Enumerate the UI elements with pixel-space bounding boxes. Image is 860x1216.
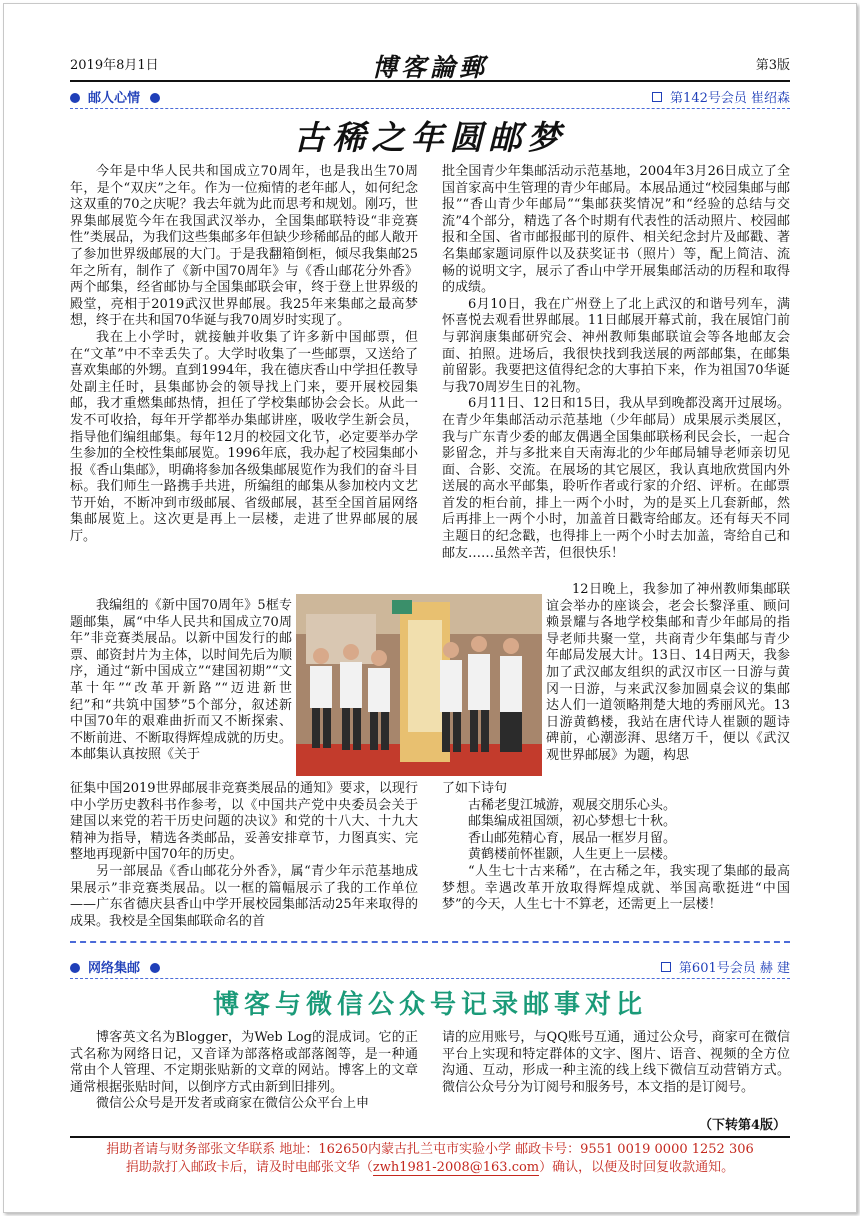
masthead: 博客論郵	[371, 53, 488, 82]
paragraph: 博客英文名为Blogger，为Web Log的混成词。它的正式名称为网络日记，又音译为部落格或部落阁等，是一种通常由个人管理、不定期张贴新的文章的网站。博客上的文章通常根据张贴时间，以倒序方式由新到旧排列。	[70, 1030, 418, 1095]
paragraph: 批全国青少年集邮活动示范基地，2004年3月26日成立了全国首家高中生管理的青少年邮局。本展品通过“校园集邮与邮报”“香山青少年邮局”“集邮获奖情况”和“经验的总结与交流”4个部分，精选了各个时期有代表性的活动照片、校园邮报和全国、省市邮报邮刊的原件、相关纪念封片及邮戳、著名集邮家题词原件以及获奖证书（照片）等，配上简洁、流畅的说明文字，展示了香山中学开展集邮活动的历程和取得的成绩。	[442, 164, 790, 296]
square-box-icon	[652, 92, 662, 102]
article1-right-column	[442, 164, 790, 562]
donation-footer	[70, 1136, 790, 1187]
paragraph: 请的应用账号，与QQ账号互通，通过公众号，商家可在微信平台上实现和特定群体的文字、图片、语音、视频的全方位沟通、互动，形成一种主流的线上线下微信互动营销方式。微信公众号分为订阅号和服务号，本文指的是订阅号。	[442, 1030, 790, 1095]
article1-left-column	[70, 164, 418, 546]
paragraph: 另一部展品《香山邮花分外香》，属“青少年示范基地成果展示”非竞赛类展品。以一框的篇幅展示了我的工作单位——广东省德庆县香山中学开展校园集邮活动25年来取得的成果。我校是全国集邮联命名的首	[70, 863, 418, 929]
footer-line-2-suffix: ）确认，以便及时回复收款通知。	[539, 1160, 735, 1175]
exhibition-photo	[296, 594, 542, 776]
square-box-icon	[661, 962, 671, 972]
article1-narrow-right	[546, 582, 790, 765]
bullet-dot-icon	[150, 93, 160, 103]
section-category-2	[70, 957, 160, 976]
bullet-dot-icon	[70, 93, 80, 103]
section-divider	[70, 941, 790, 943]
paragraph: 微信公众号是开发者或商家在微信公众平台上申	[96, 1096, 370, 1112]
author-label: 第142号会员 崔绍森	[670, 91, 790, 106]
article-title-2: 博客与微信公众号记录邮事对比	[212, 990, 647, 1020]
article1-left-continue	[70, 781, 418, 930]
section-category-1	[70, 87, 160, 106]
article2-right-column	[442, 1030, 790, 1096]
footer-line-2-prefix: 捐助款打入邮政卡后，请及时电邮张文华（	[125, 1160, 373, 1175]
page-header	[70, 50, 790, 82]
article1-narrow-left	[70, 598, 292, 764]
paragraph: 我在上小学时，就接触并收集了许多新中国邮票，但在“文革”中不幸丢失了。大学时收集了一些邮票，又送给了喜欢集邮的外甥。直到1994年，我在德庆香山中学担任教导处副主任时，县集邮协会的领导找上门来，要开展校园集邮，我才重燃集邮热情，担任了学校集邮协会会长。从此一发不可收拾，每年开学都举办集邮讲座，吸收学生新会员，指导他们编组邮集。每年12月的校园文化节，必定要举办学生参加的全校性集邮展览。1996年底，我办起了校园集邮小报《香山集邮》，明确将参加各级集邮展览作为我们的奋斗目标。我们师生一路携手共进，所编组的邮集从参加校内文艺节开始，不断冲到市级邮展、省级邮展，甚至全国首届网络集邮展览上。这次更是再上一层楼，走进了世界邮展的展厅。	[70, 329, 418, 545]
paragraph: 征集中国2019世界邮展非竞赛类展品的通知》要求，以现行中小学历史教科书作参考，以《中国共产党中央委员会关于建国以来党的若干历史问题的决议》和党的十八大、十九大精神为指导，精选各类邮品，妥善安排章节，力图真实、完整地再现新中国70年的历史。	[70, 781, 418, 863]
author-credit-2	[661, 957, 790, 976]
category-label: 网络集邮	[88, 961, 141, 976]
paragraph: “人生七十古来稀”，在古稀之年，我实现了集邮的最高梦想。幸遇改革开放取得辉煌成就、举国高歌挺进“中国梦”的今天，人生七十不算老，还需更上一层楼！	[442, 863, 790, 913]
article2-left-column	[70, 1030, 418, 1113]
paragraph: 我编组的《新中国70周年》5框专题邮集，属“中华人民共和国成立70周年”非竞赛类展品。以新中国发行的邮票、邮资封片为主体，以时间先后为顺序，通过“新中国成立”“建国初期”“文革十年”“改革开新路”“迈进新世纪”和“共筑中国梦”5个部分，叙述新中国70年的艰难曲折而又不断探索、不断前进、不断取得辉煌成就的历史。本邮集认真按照《关于	[70, 598, 292, 763]
issue-date: 2019年8月1日	[70, 58, 159, 73]
paragraph: 今年是中华人民共和国成立70周年，也是我出生70周年，是个“双庆”之年。作为一位痴情的老年邮人，如何纪念这双重的70之庆呢？我去年就为此而思考和规划。刚巧，世界集邮展览今年在我国武汉举办，全国集邮联特设“非竞赛性”类展品，为我们这些集邮多年但缺少珍稀邮品的邮人敞开了参加世界级邮展的大门。于是我翻箱倒柜，倾尽我集邮25年之所有，制作了《新中国70周年》与《香山邮花分外香》两个邮集，经省邮协与全国集邮联会审，终于登上世界级的殿堂，亮相于2019武汉世界邮展。我25年来集邮之最高梦想，终于在共和国70华诞与我70周岁时实现了。	[70, 164, 418, 329]
category-label: 邮人心情	[88, 91, 141, 106]
paragraph: 了如下诗句	[442, 781, 508, 796]
paragraph: 6月10日，我在广州登上了北上武汉的和谐号列车，满怀喜悦去观看世界邮展。11日邮展开幕式前，我在展馆门前与郭润康集邮研究会、神州教师集邮联谊会等各地邮友会面、拍照。进场后，我很快找到我送展的两部邮集，在邮集前留影。我要把这值得纪念的大事拍下来，作为祖国70华诞与我70周岁生日的礼物。	[442, 296, 790, 395]
footer-line-1: 捐助者请与财务部张文华联系 地址：162650内蒙古扎兰屯市实验小学 邮政卡号：9551 0019 0000 1252 306	[106, 1142, 754, 1157]
edition-number: 第3版	[755, 58, 790, 73]
article-title-1: 古稀之年圆邮梦	[293, 118, 567, 157]
footer-email-link[interactable]: zwh1981-2008@163.com	[372, 1160, 540, 1175]
footer-line-2	[70, 1159, 790, 1177]
poem-line: 香山邮苑精心育，展品一框岁月留。	[468, 830, 677, 846]
author-credit-1	[652, 87, 790, 106]
photo-illustration	[296, 594, 542, 776]
section-bar-2	[70, 956, 790, 979]
bullet-dot-icon	[70, 963, 80, 973]
poem-line: 邮集编成祖国颂，初心梦想七十秋。	[468, 814, 677, 830]
section-bar-1	[70, 86, 790, 109]
paragraph: 6月11日、12日和15日，我从早到晚都没离开过展场。在青少年集邮活动示范基地（少年邮局）成果展示类展区，我与广东青少委的邮友偶遇全国集邮联杨利民会长，一起合影留念，并与多批来自天南海北的少年邮局辅导老师亲切见面、合影、交流。在展场的其它展区，我认真地欣赏国内外送展的高水平邮集，聆听作者或行家的介绍、评析。在邮票首发的柜台前，排上一两个小时，为的是买上几套新邮，然后再排上一两个小时，加盖首日戳寄给邮友。还有每天不同主题日的纪念戳，也得排上一两个小时去加盖，寄给自己和邮友……虽然辛苦，但很快乐！	[442, 396, 790, 561]
poem-line: 黄鹤楼前怀崔颢，人生更上一层楼。	[468, 847, 677, 863]
continued-note: （下转第4版）	[698, 1118, 786, 1133]
poem	[442, 798, 790, 864]
bullet-dot-icon	[150, 963, 160, 973]
article1-right-continue	[442, 781, 790, 914]
author-label: 第601号会员 赫 建	[678, 961, 790, 976]
poem-line: 古稀老叟江城游，观展交朋乐心头。	[468, 797, 677, 813]
paragraph: 12日晚上，我参加了神州教师集邮联谊会举办的座谈会，老会长黎泽重、顾问赖景耀与各地学校集邮和青少年邮局的指导老师共聚一堂，共商青少年集邮与青少年邮局发展大计。13日、14日两天，我参加了武汉邮友组织的武汉市区一日游与黄冈一日游，与来武汉参加圆桌会议的集邮达人们一道领略荆楚大地的秀丽风光。13日游黄鹤楼，我站在唐代诗人崔颢的题诗碑前，心潮澎湃、思绪万千，便以《武汉观世界邮展》为题，构思	[546, 582, 790, 763]
